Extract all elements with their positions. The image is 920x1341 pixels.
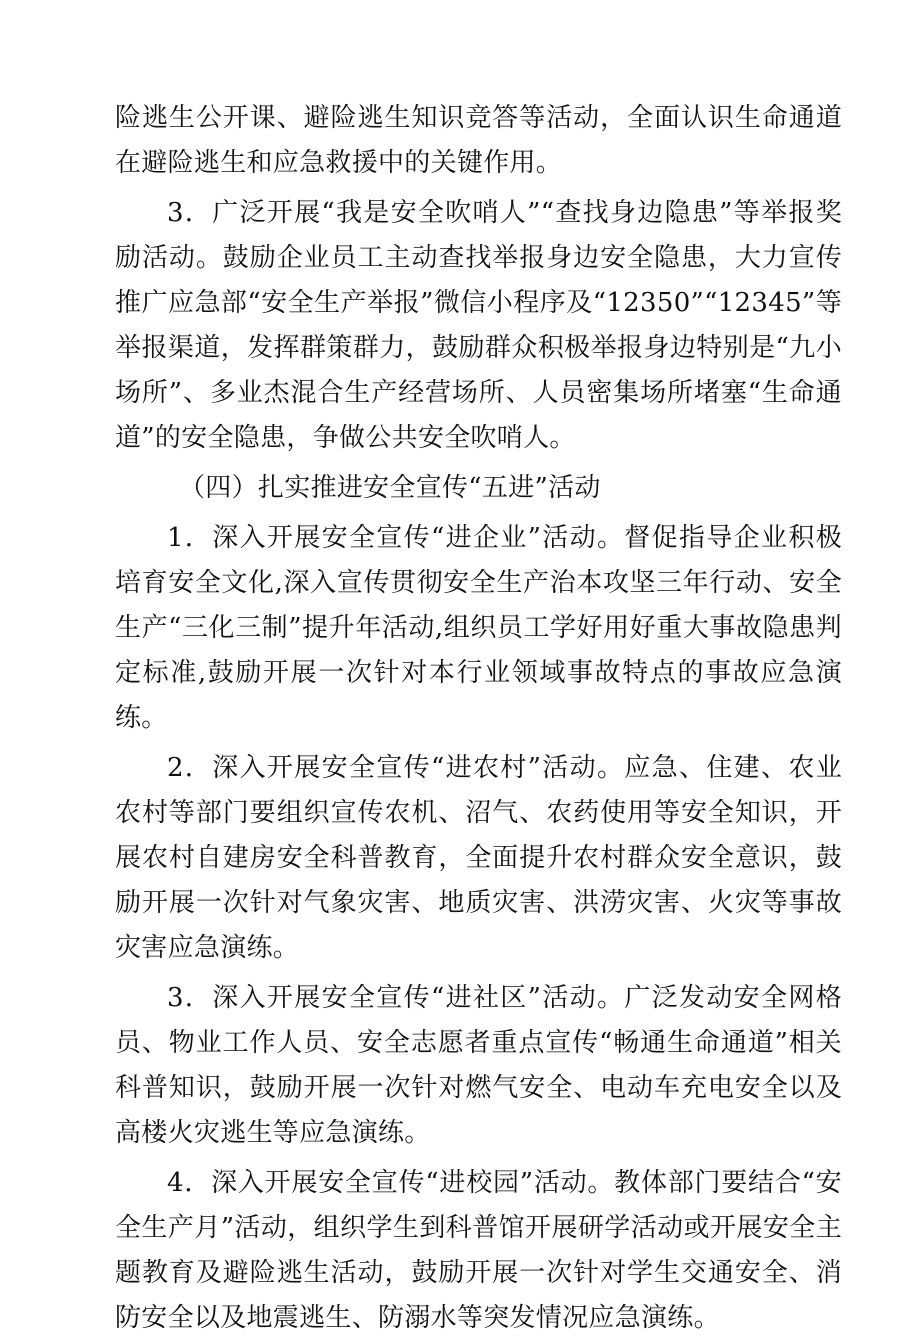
paragraph-item-3-whistleblower: 3．广泛开展“我是安全吹哨人”“查找身边隐患”等举报奖励活动。鼓励企业员工主动查找举报身边安全隐患，大力宣传推广应急部“安全生产举报”微信小程序及“12350”“12345”等举报渠道，发挥群策群力，鼓励群众积极举报身边特别是“九小场所”、多业杰混合生产经营场所、人员密集场所堵塞“生命通道”的安全隐患，争做公共安全吹哨人。 <box>115 198 842 453</box>
paragraph-item-4-campus: 4．深入开展安全宣传“进校园”活动。教体部门要结合“安全生产月”活动，组织学生到科普馆开展研学活动或开展安全主题教育及避险逃生活动，鼓励开展一次针对学生交通安全、消防安全以及地震逃生、防溺水等突发情况应急演练。 <box>115 1168 842 1333</box>
paragraph-item-3-community: 3．深入开展安全宣传“进社区”活动。广泛发动安全网格员、物业工作人员、安全志愿者重点宣传“畅通生命通道”相关科普知识，鼓励开展一次针对燃气安全、电动车充电安全以及高楼火灾逃生等应急演练。 <box>115 983 842 1148</box>
paragraph-item-2-village: 2．深入开展安全宣传“进农村”活动。应急、住建、农业农村等部门要组织宣传农机、沼气、农药使用等安全知识，开展农村自建房安全科普教育，全面提升农村群众安全意识，鼓励开展一次针对气象灾害、地质灾害、洪涝灾害、火灾等事故灾害应急演练。 <box>115 753 842 963</box>
paragraph-continuation: 险逃生公开课、避险逃生知识竞答等活动，全面认识生命通道在避险逃生和应急救援中的关键作用。 <box>115 103 842 178</box>
paragraph-item-1-enterprise: 1．深入开展安全宣传“进企业”活动。督促指导企业积极培育安全文化,深入宣传贯彻安全生产治本攻坚三年行动、安全生产“三化三制”提升年活动,组织员工学好用好重大事故隐患判定标准,鼓励开展一次针对本行业领域事故特点的事故应急演练。 <box>115 523 842 733</box>
section-heading-four: （四）扎实推进安全宣传“五进”活动 <box>179 473 601 503</box>
